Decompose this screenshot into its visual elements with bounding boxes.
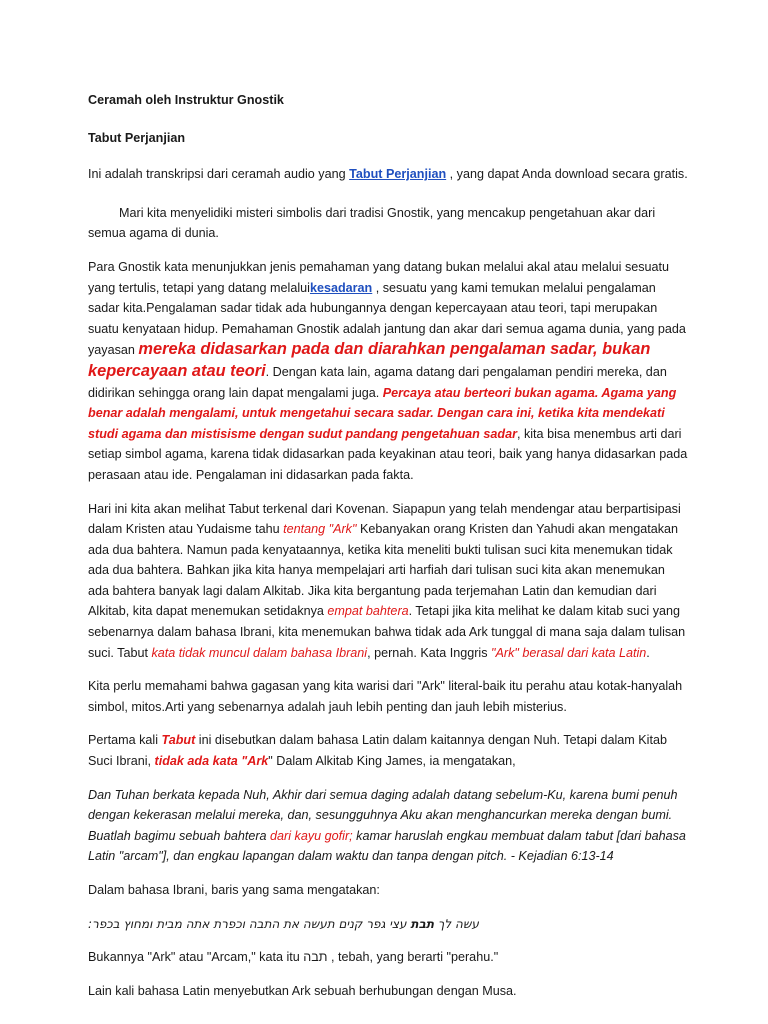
quote-emphasis: dari kayu gofir; [270,828,353,843]
p3-text-2: Kebanyakan orang Kristen dan Yahudi akan mengatakan ada dua bahtera. Namun pada kenyataannya, ketika kita meneliti bukti tulisan suci kita menemukan tidak ada dua bahtera. Bahkan jika kita hanya mempelajari arti harfiah dari tulisan suci kita akan menemukan ada bahtera banyak lagi dalam Alkitab. Jika kita bergantung pada terjemahan Latin dan kemudian dari Alkitab, kita dapat menemukan setidaknya [88,522,679,619]
document-title: Ceramah oleh Instruktur Gnostik [88,93,284,107]
paragraph-2 [88,257,688,486]
p5-emphasis-2: tidak ada kata "Ark [154,754,269,769]
p2-emphasis-1: mereka didasarkan pada dan diarahkan pengalaman sadar, bukan kepercayaan atau teori [88,340,651,380]
hebrew-bold-word: תבת [410,916,435,931]
hebrew-text-1: עשה לך [434,916,479,931]
p5-emphasis-1: Tabut [161,733,196,748]
scripture-quote [88,785,688,867]
p3-text-5: . [646,645,650,660]
p2-text-1: Para Gnostik kata menunjukkan jenis pemahaman yang datang bukan melalui akal atau melalui sesuatu yang tertulis, tetapi yang datang melalui [88,259,670,295]
p3-emphasis-4: "Ark" berasal dari kata Latin [491,645,647,660]
p2-text-4: , kita bisa menembus arti dari setiap simbol agama, karena tidak didasarkan pada keyakinan atau teori, baik yang hanya didasarkan pada perasaan atau ide. Pengalaman ini didasarkan pada fakta. [88,426,688,482]
p3-text-1: Hari ini kita akan melihat Tabut terkenal dari Kovenan. Siapapun yang telah mendengar atau berpartisipasi dalam Kristen atau Yudaisme tahu [88,501,681,537]
paragraph-6: Dalam bahasa Ibrani, baris yang sama mengatakan: [88,883,380,897]
p3-emphasis-1: tentang "Ark" [283,522,357,537]
hebrew-verse [88,914,688,935]
p3-text-4: , pernah. Kata Inggris [367,645,492,660]
p2-emphasis-2: Percaya atau berteori bukan agama. Agama yang benar adalah mengalami, untuk mengetahui secara sadar. Dengan cara ini, ketika kita mendekati studi agama dan mistisisme dengan sudut pandang pengetahuan sadar [88,385,677,441]
paragraph-1: Mari kita menyelidiki misteri simbolis dari tradisi Gnostik, yang mencakup pengetahuan akar dari semua agama di dunia. [88,205,656,241]
paragraph-3 [88,499,688,664]
quote-text-1: Dan Tuhan berkata kepada Nuh, Akhir dari semua daging adalah datang sebelum-Ku, karena bumi penuh dengan kekerasan melalui mereka, dan, sesungguhnya Aku akan menghancurkan mereka dengan bumi. Buatlah bagimu sebuah bahtera [88,787,678,843]
kesadaran-link[interactable]: kesadaran [309,280,373,295]
p3-emphasis-2: empat bahtera [327,604,409,619]
p5-text-3: " Dalam Alkitab King James, ia mengatakan, [268,754,516,769]
intro-text-after: , yang dapat Anda download secara gratis. [446,167,688,182]
paragraph-5 [88,730,688,771]
intro-paragraph [88,164,688,185]
p5-text-1: Pertama kali [88,733,162,748]
p3-emphasis-3: kata tidak muncul dalam bahasa Ibrani [151,645,368,660]
p2-text-3: . Dengan kata lain, agama datang dari pengalaman pendiri mereka, dan didirikan sehingga orang lain dapat mengalami juga. [88,364,667,400]
document-subtitle: Tabut Perjanjian [88,130,186,145]
paragraph-7: Bukannya "Ark" atau "Arcam," kata itu תבה , tebah, yang berarti "perahu." [88,950,499,965]
paragraph-8: Lain kali bahasa Latin menyebutkan Ark sebuah berhubungan dengan Musa. [88,983,517,998]
p2-text-2: , sesuatu yang kami temukan melalui pengalaman sadar kita.Pengalaman sadar tidak ada hubungannya dengan kepercayaan atau teori, tapi merupakan suatu kenyataan hidup. Pemahaman Gnostik adalah jantung dan akar dari semua agama dunia, yang pada yayasan [88,280,686,358]
paragraph-4: Kita perlu memahami bahwa gagasan yang kita warisi dari "Ark" literal-baik itu perahu atau kotak-hanyalah simbol, mitos.Arti yang sebenarnya adalah jauh lebih penting dan jauh lebih misterius. [88,679,683,714]
quote-text-2: kamar haruslah engkau membuat dalam tabut [dari bahasa Latin "arcam"], dan engkau lapangan dalam waktu dan tanpa dengan pitch. - Kejadian 6:13-14 [88,828,686,864]
tabut-perjanjian-link[interactable]: Tabut Perjanjian [349,167,447,182]
intro-text-before: Ini adalah transkripsi dari ceramah audio yang [88,167,350,182]
hebrew-text-2: עצי גפר קנים תעשה את התבה וכפרת אתה מבית ומחוץ בכפר: [88,916,411,931]
p3-text-3: . Tetapi jika kita melihat ke dalam kitab suci yang sebenarnya dalam bahasa Ibrani, kita menemukan bahwa tidak ada Ark tunggal di mana saja dalam tulisan suci. Tabut [88,604,686,660]
p5-text-2: ini disebutkan dalam bahasa Latin dalam kaitannya dengan Nuh. Tetapi dalam Kitab Suci Ibrani, [88,733,667,769]
